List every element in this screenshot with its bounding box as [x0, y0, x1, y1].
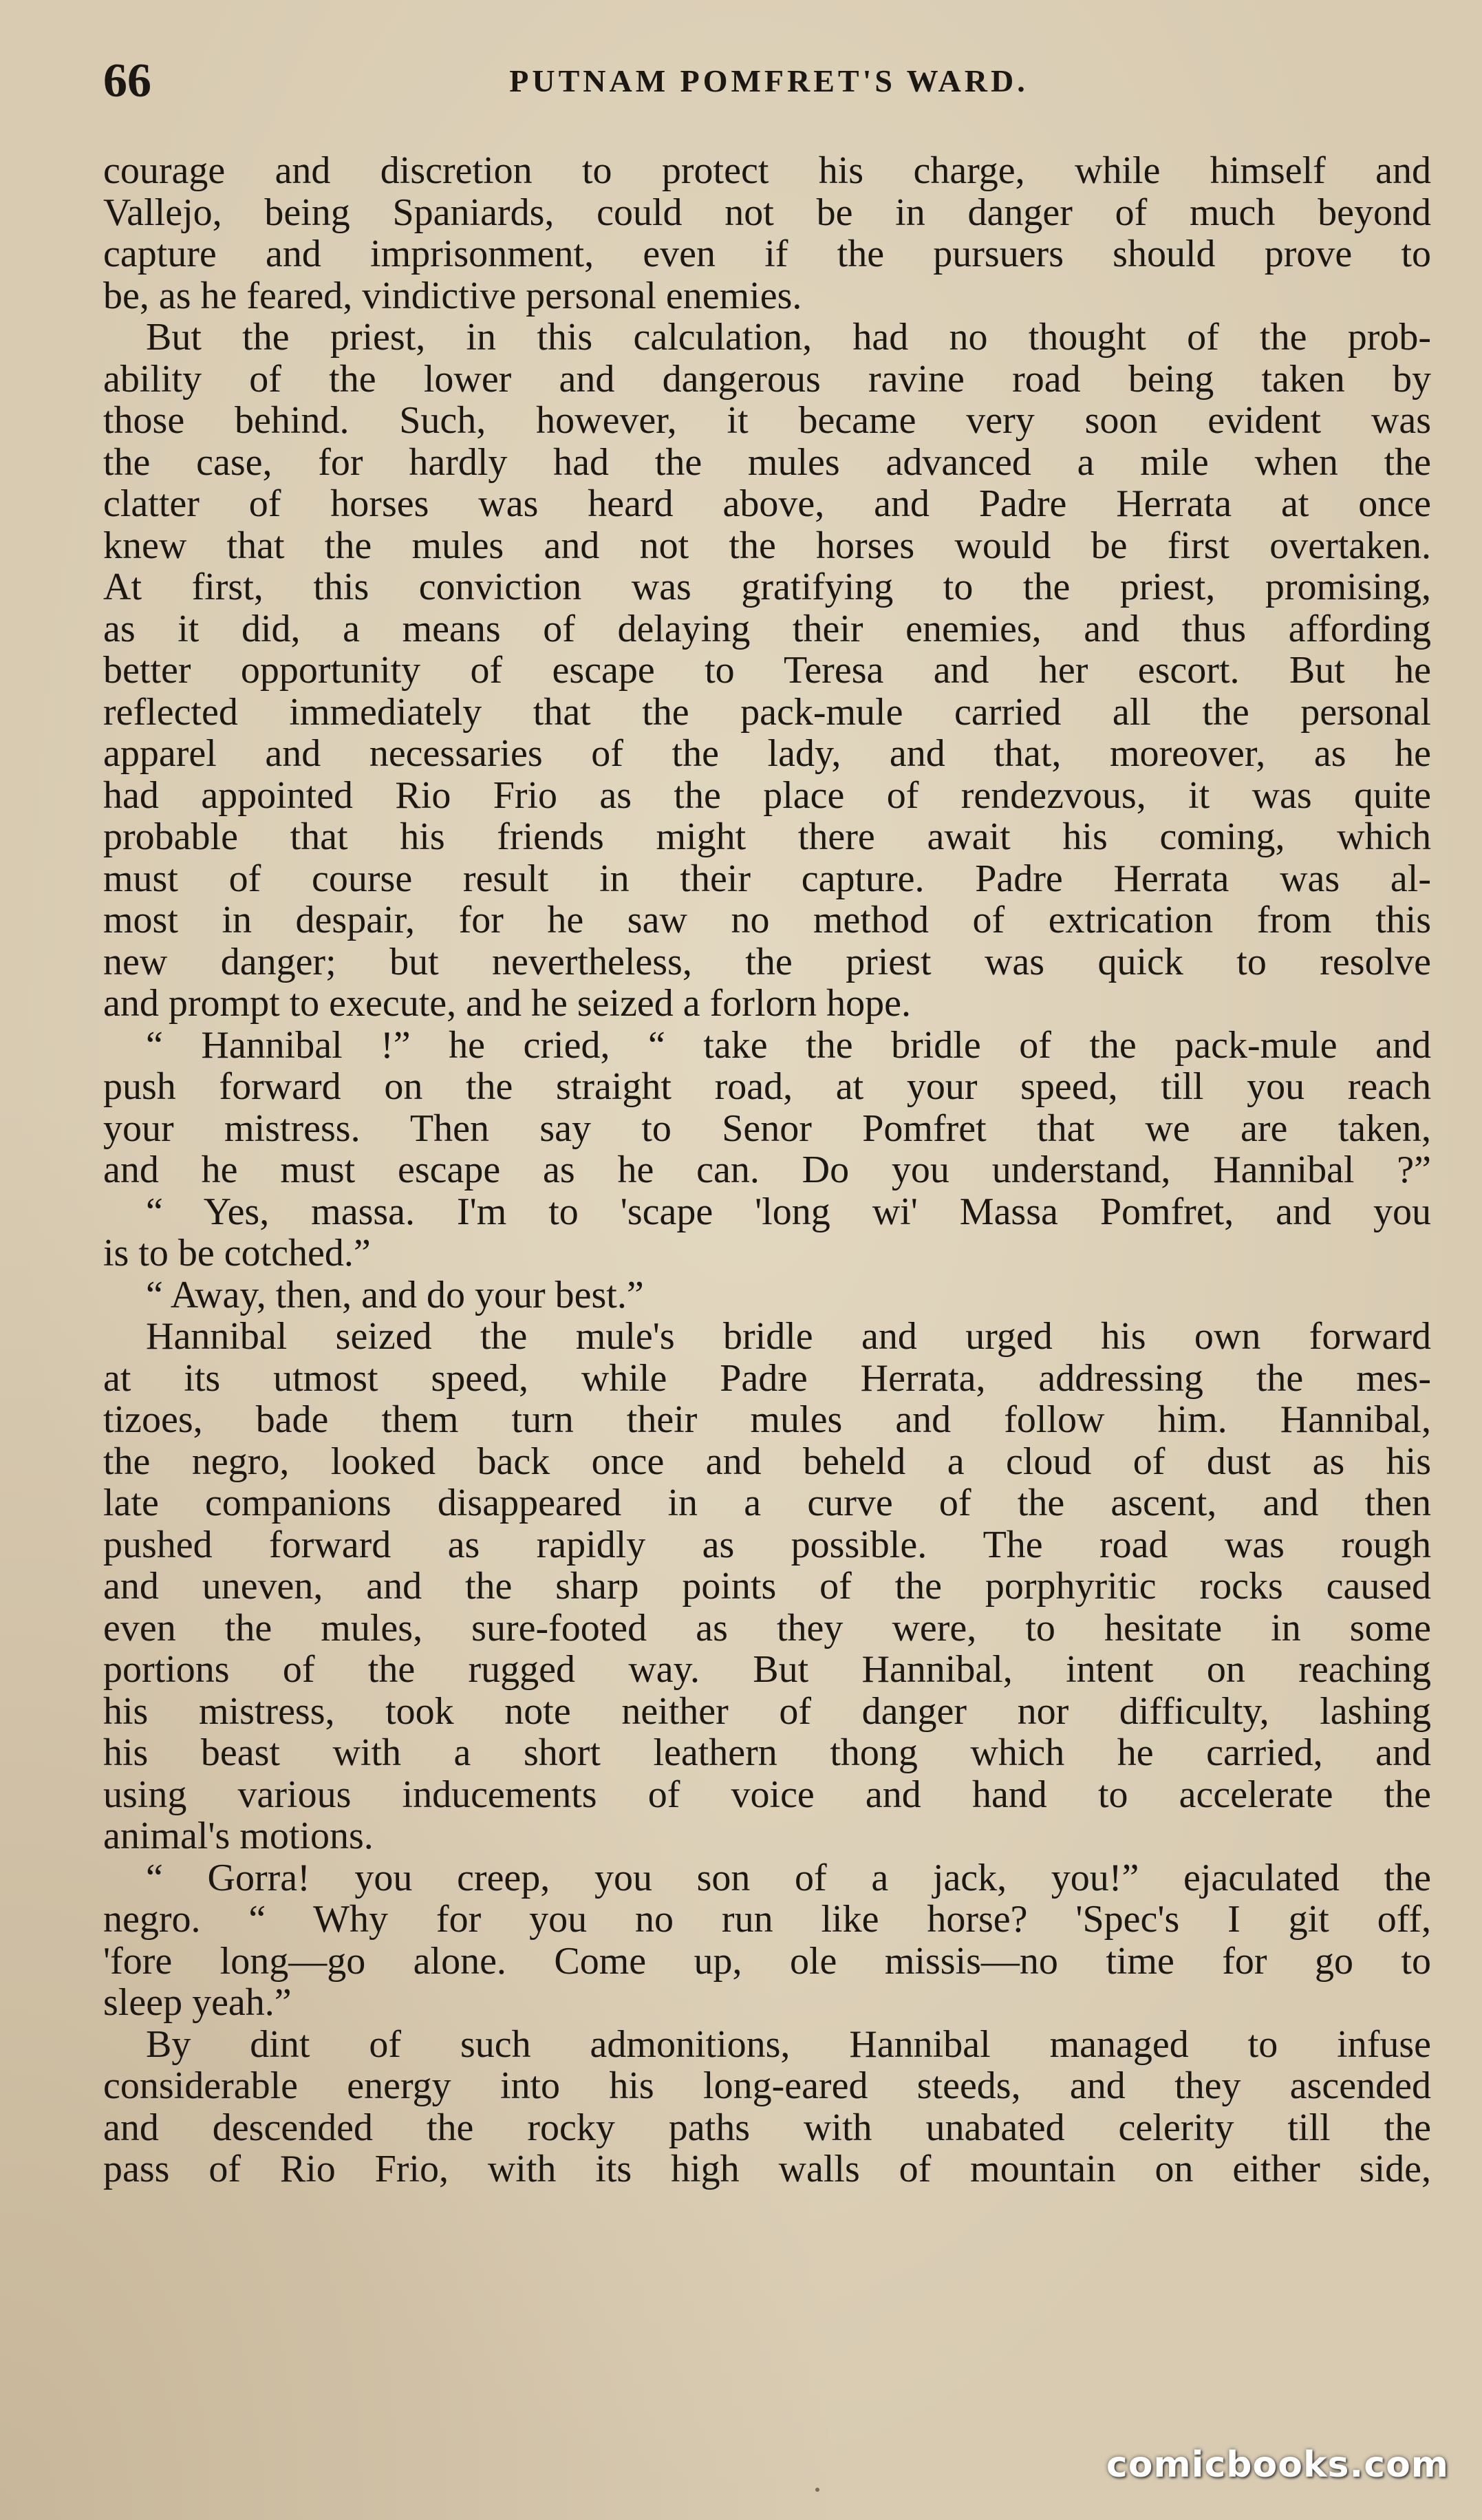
text-line: his beast with a short leathern thong which he carried, and — [103, 1732, 1431, 1774]
body-text — [103, 150, 1431, 2190]
text-line: must of course result in their capture. Padre Herrata was al- — [103, 857, 1431, 899]
text-line: ability of the lower and dangerous ravine road being taken by — [103, 358, 1431, 400]
text-line: probable that his friends might there await his coming, which — [103, 816, 1431, 858]
text-line: Hannibal seized the mule's bridle and urged his own forward — [146, 1316, 1431, 1358]
text-line: using various inducements of voice and hand to accelerate the — [103, 1773, 1431, 1815]
text-line: pass of Rio Frio, with its high walls of mountain on either side, — [103, 2148, 1431, 2190]
text-line: courage and discretion to protect his charge, while himself and — [103, 150, 1431, 192]
text-line: at its utmost speed, while Padre Herrata, addressing the mes- — [103, 1357, 1431, 1399]
text-line: negro. “ Why for you no run like horse? 'Spec's I git off, — [103, 1899, 1431, 1941]
text-line: even the mules, sure-footed as they were, to hesitate in some — [103, 1607, 1431, 1649]
text-line: and he must escape as he can. Do you understand, Hannibal ?” — [103, 1149, 1431, 1191]
text-line: better opportunity of escape to Teresa and her escort. But he — [103, 650, 1431, 692]
ink-speck — [815, 2488, 819, 2492]
running-head: PUTNAM POMFRET'S WARD. — [509, 63, 1029, 98]
text-line: considerable energy into his long-eared steeds, and they ascended — [103, 2065, 1431, 2107]
text-line: “ Hannibal !” he cried, “ take the bridle of the pack-mule and — [146, 1024, 1431, 1066]
text-line: push forward on the straight road, at your speed, till you reach — [103, 1066, 1431, 1108]
page-number: 66 — [103, 54, 151, 107]
text-line: pushed forward as rapidly as possible. The road was rough — [103, 1524, 1431, 1566]
page-header — [103, 54, 1435, 109]
text-line: At first, this conviction was gratifying to the priest, promising, — [103, 566, 1431, 608]
text-line: and prompt to execute, and he seized a forlorn hope. — [103, 983, 912, 1025]
text-line: 'fore long—go alone. Come up, ole missis—no time for go to — [103, 1940, 1431, 1982]
text-line: Vallejo, being Spaniards, could not be in danger of much beyond — [103, 191, 1431, 233]
text-line: “ Yes, massa. I'm to 'scape 'long wi' Massa Pomfret, and you — [146, 1190, 1431, 1232]
text-line: as it did, a means of delaying their enemies, and thus affording — [103, 608, 1431, 650]
text-line: his mistress, took note neither of danger nor difficulty, lashing — [103, 1690, 1431, 1732]
text-line: those behind. Such, however, it became very soon evident was — [103, 400, 1431, 442]
text-line: the case, for hardly had the mules advanced a mile when the — [103, 441, 1431, 483]
text-line: the negro, looked back once and beheld a cloud of dust as his — [103, 1440, 1431, 1482]
text-line: animal's motions. — [103, 1815, 374, 1857]
text-line: and descended the rocky paths with unabated celerity till the — [103, 2106, 1431, 2148]
text-line: sleep yeah.” — [103, 1982, 292, 2024]
text-line: portions of the rugged way. But Hannibal, intent on reaching — [103, 1649, 1431, 1691]
text-line: new danger; but nevertheless, the priest was quick to resolve — [103, 941, 1431, 983]
text-line: knew that the mules and not the horses would be first overtaken. — [103, 524, 1431, 566]
text-line: and uneven, and the sharp points of the porphyritic rocks caused — [103, 1566, 1431, 1608]
text-line: “ Away, then, and do your best.” — [146, 1274, 644, 1316]
text-line: be, as he feared, vindictive personal enemies. — [103, 275, 802, 317]
text-line: By dint of such admonitions, Hannibal managed to infuse — [146, 2023, 1431, 2065]
text-line: reflected immediately that the pack-mule carried all the personal — [103, 691, 1431, 733]
text-line: tizoes, bade them turn their mules and follow him. Hannibal, — [103, 1399, 1431, 1441]
text-line: your mistress. Then say to Senor Pomfret that we are taken, — [103, 1107, 1431, 1149]
text-line: clatter of horses was heard above, and Padre Herrata at once — [103, 483, 1431, 525]
text-line: is to be cotched.” — [103, 1232, 371, 1274]
text-line: most in despair, for he saw no method of extrication from this — [103, 899, 1431, 941]
text-line: apparel and necessaries of the lady, and that, moreover, as he — [103, 733, 1431, 775]
text-line: had appointed Rio Frio as the place of rendezvous, it was quite — [103, 774, 1431, 816]
text-line: “ Gorra! you creep, you son of a jack, you!” ejaculated the — [146, 1857, 1431, 1899]
text-line: capture and imprisonment, even if the pursuers should prove to — [103, 233, 1431, 275]
text-line: But the priest, in this calculation, had no thought of the prob- — [146, 317, 1431, 359]
watermark: comicbooks.com — [1106, 2444, 1449, 2486]
text-line: late companions disappeared in a curve of the ascent, and then — [103, 1482, 1431, 1524]
